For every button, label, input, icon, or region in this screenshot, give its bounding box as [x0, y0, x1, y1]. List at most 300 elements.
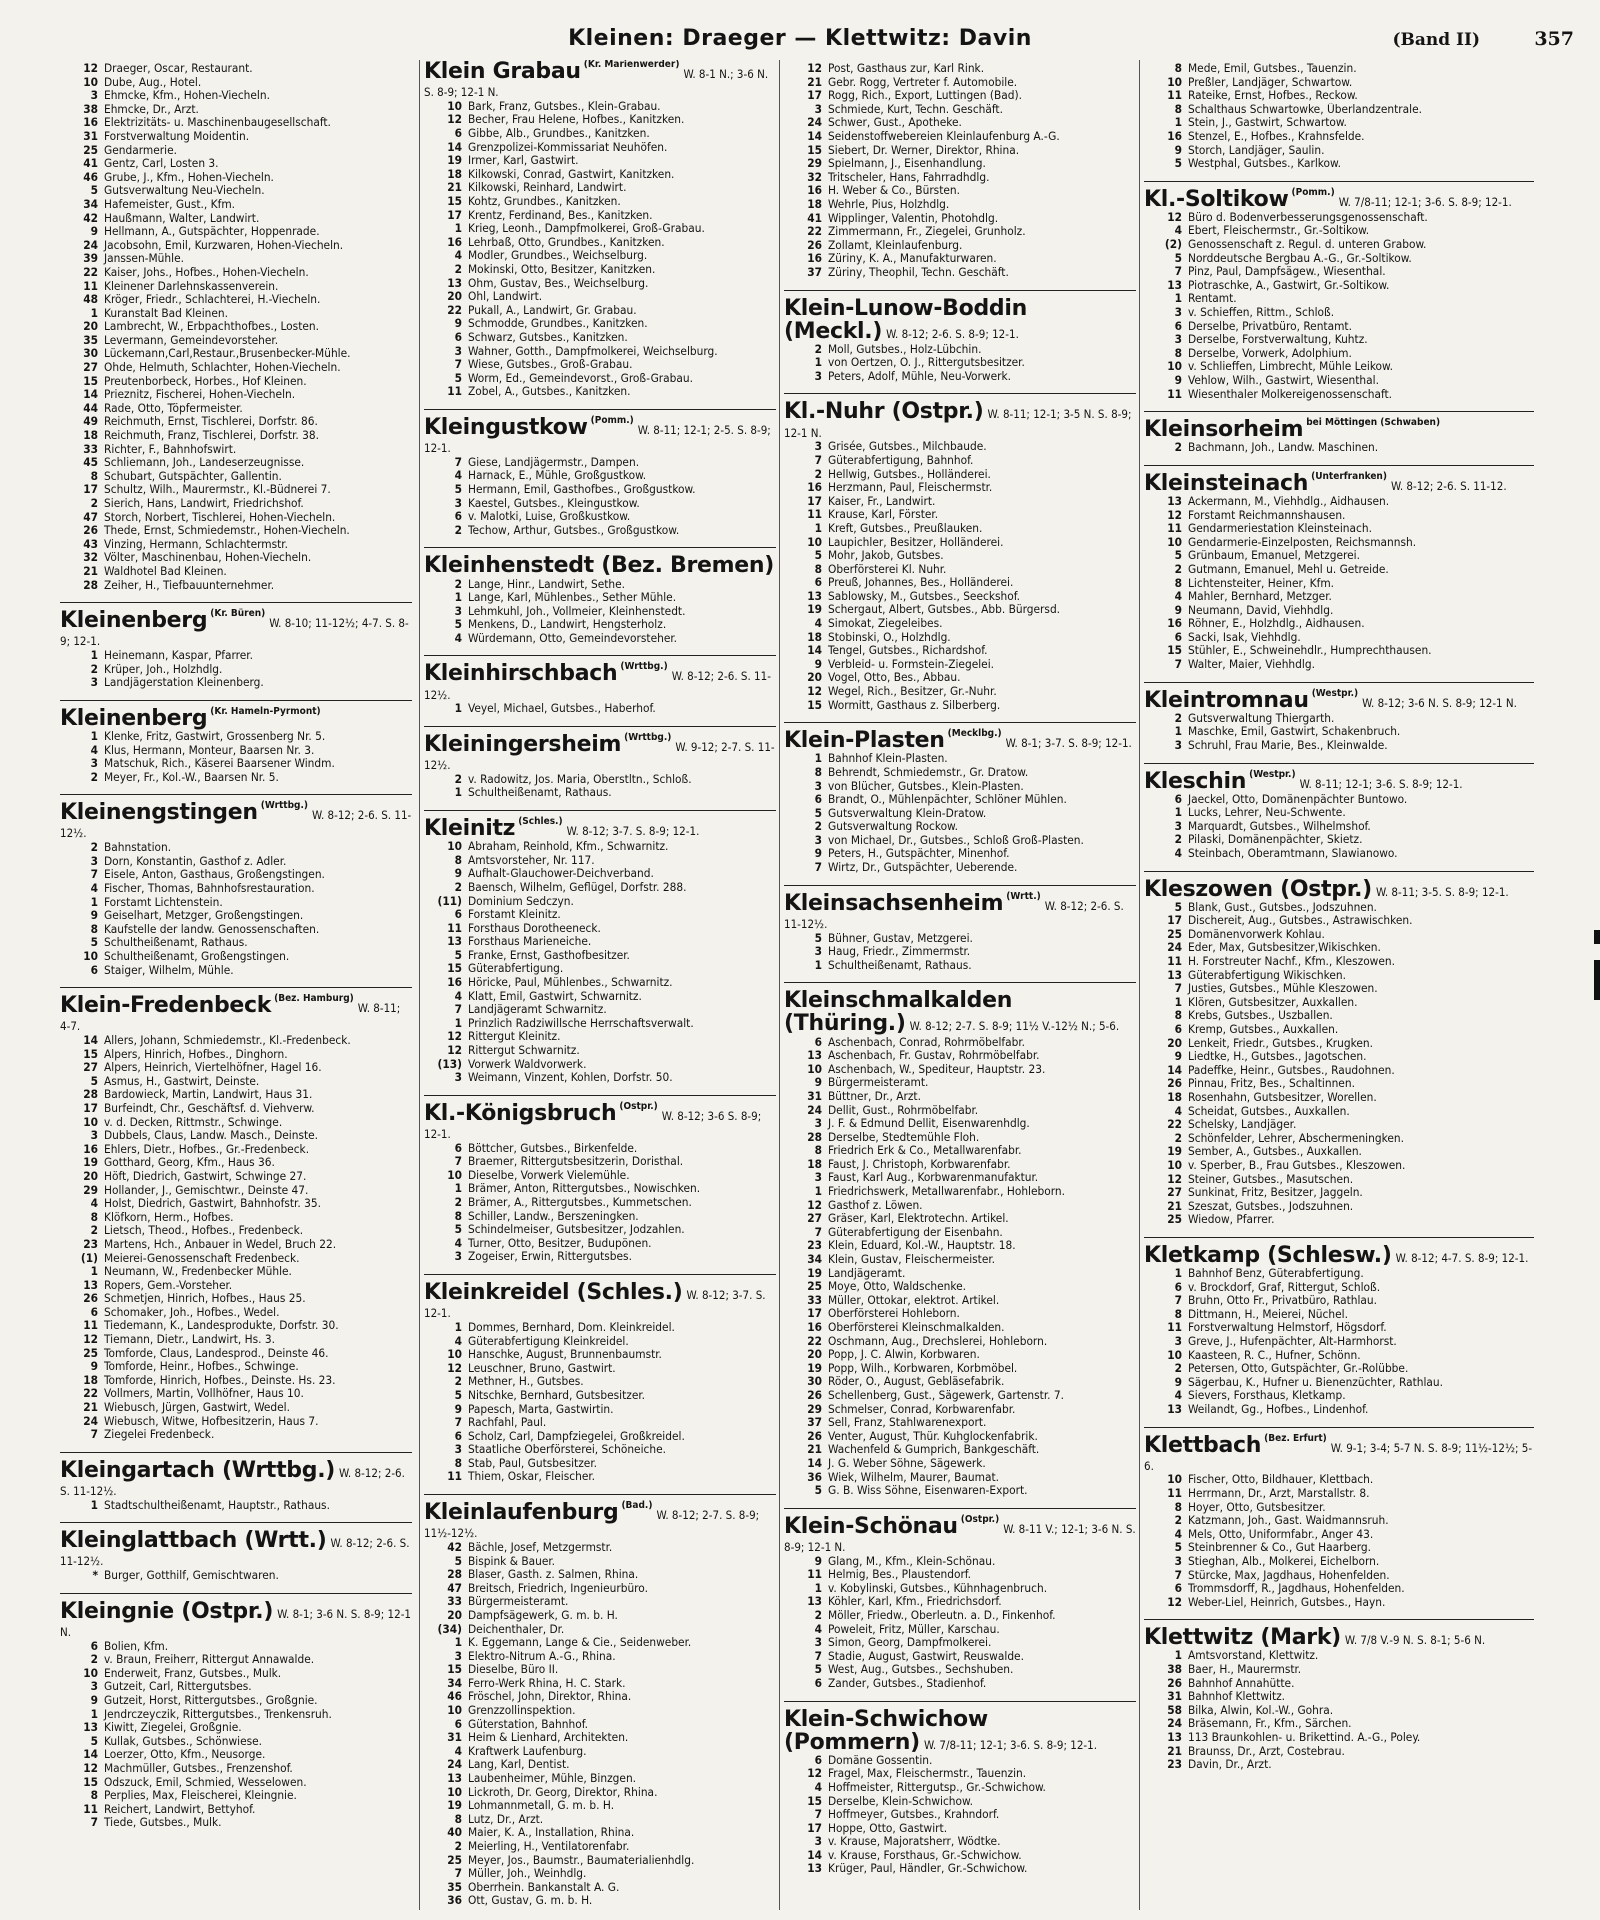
subscriber-entry [1144, 1077, 1534, 1091]
phone-number: 28 [447, 1568, 462, 1582]
subscriber-name: Maschke, Emil, Gastwirt, Schakenbruch. [1188, 725, 1401, 739]
subscriber-name: Lichtensteiter, Heiner, Kfm. [1188, 576, 1335, 590]
phone-number: 12 [83, 1762, 98, 1776]
place-heading [1144, 770, 1534, 793]
subscriber-name: Giese, Landjägermstr., Dampen. [468, 455, 640, 469]
subscriber-entry [60, 103, 412, 117]
phone-number: 5 [814, 549, 822, 563]
subscriber-name: Blaser, Gasth. z. Salmen, Rhina. [468, 1568, 639, 1582]
phone-number: 3 [1174, 1555, 1182, 1569]
subscriber-name: Sunkinat, Fritz, Besitzer, Jaggeln. [1188, 1186, 1363, 1200]
subscriber-name: Derselbe, Stedtemühle Floh. [828, 1130, 980, 1144]
subscriber-name: Scholz, Carl, Dampfziegelei, Großkreidel. [468, 1429, 685, 1443]
place-name: Kleinhirschbach [424, 661, 618, 687]
phone-number: 24 [447, 1758, 462, 1772]
subscriber-name: Rittergut Kleinitz. [468, 1030, 561, 1044]
subscriber-name: Petersen, Otto, Gutspächter, Gr.-Rolübbe. [1188, 1362, 1409, 1376]
subscriber-entry [1144, 577, 1534, 591]
subscriber-name: Domänenvorwerk Kohlau. [1188, 927, 1325, 941]
phone-number: 2 [454, 772, 462, 786]
subscriber-name: Alpers, Hinrich, Hofbes., Dinghorn. [104, 1047, 288, 1061]
subscriber-name: von Michael, Dr., Gutsbes., Schloß Groß-Plasten. [828, 833, 1084, 847]
subscriber-name: Hollander, J., Gemischtwr., Deinste 47. [104, 1183, 309, 1197]
office-hours: W. 8-12; 2-6. S. 11-12. [1390, 478, 1507, 493]
subscriber-entry [424, 1335, 776, 1349]
subscriber-name: Hoffmeyer, Gutsbes., Krahndorf. [828, 1808, 1000, 1822]
phone-number: 17 [807, 1821, 822, 1835]
subscriber-name: Gräser, Karl, Elektrotechn. Artikel. [828, 1212, 1009, 1226]
subscriber-entry [60, 293, 412, 307]
subscriber-entry [1144, 658, 1534, 672]
subscriber-entry [1144, 388, 1534, 402]
subscriber-name: v. Braun, Freiherr, Rittergut Annawalde. [104, 1653, 315, 1667]
subscriber-entry [1144, 495, 1534, 509]
subscriber-entry [784, 549, 1136, 563]
subscriber-entry [784, 130, 1136, 144]
subscriber-entry [424, 141, 776, 155]
phone-number: 18 [807, 197, 822, 211]
subscriber-name: Jendrczeyczik, Rittergutsbes., Trenkensruh. [104, 1707, 332, 1721]
phone-number: 9 [814, 1554, 822, 1568]
subscriber-name: Dubbels, Claus, Landw. Masch., Deinste. [104, 1129, 319, 1143]
subscriber-name: Fischer, Otto, Bildhauer, Klettbach. [1188, 1473, 1374, 1487]
subscriber-entry [60, 923, 412, 937]
subscriber-name: Vogel, Otto, Bes., Abbau. [828, 671, 961, 685]
phone-number: 2 [1174, 833, 1182, 847]
place-listing [60, 1600, 412, 1830]
subscriber-name: Rosenhahn, Gutsbesitzer, Worellen. [1188, 1091, 1377, 1104]
subscriber-name: Martens, Hch., Anbauer in Wedel, Bruch 22. [104, 1237, 337, 1251]
subscriber-name: Ohde, Helmuth, Schlachter, Hohen-Viecheln. [104, 361, 341, 375]
subscriber-entry [424, 1182, 776, 1196]
subscriber-name: v. Schieffen, Rittm., Schloß. [1188, 306, 1335, 319]
subscriber-name: Ohm, Gustav, Bes., Weichselburg. [468, 276, 649, 290]
subscriber-name: Elektrizitäts- u. Maschinenbaugesellschaft. [104, 116, 331, 130]
subscriber-name: Simokat, Ziegeleibes. [828, 617, 943, 631]
subscriber-entry [784, 1663, 1136, 1677]
subscriber-entry [784, 1457, 1136, 1471]
subscriber-name: Aufhalt-Glauchower-Deichverband. [468, 867, 654, 881]
phone-number: 2 [454, 523, 462, 537]
office-hours: W. 9-12; 2-7. S. 11-12½. [424, 739, 775, 773]
subscriber-name: Schultheißenamt, Rathaus. [104, 936, 248, 950]
subscriber-name: Fragel, Max, Fleischermstr., Tauenzin. [828, 1767, 1027, 1781]
phone-number: 22 [807, 1334, 822, 1348]
phone-number: 8 [1174, 1500, 1182, 1514]
subscriber-entry [424, 290, 776, 304]
subscriber-entry [60, 225, 412, 239]
subscriber-name: J. G. Weber Söhne, Sägewerk. [828, 1456, 986, 1470]
subscriber-entry [1144, 1335, 1534, 1349]
phone-number: 13 [1167, 968, 1182, 982]
section-rule [424, 655, 776, 656]
phone-number: 20 [447, 290, 462, 304]
section-rule [424, 726, 776, 727]
phone-number: 2 [90, 497, 98, 510]
subscriber-entry [60, 76, 412, 90]
phone-number: 16 [1167, 617, 1182, 631]
subscriber-name: Piotraschke, A., Gastwirt, Gr.-Soltikow. [1188, 278, 1390, 292]
subscriber-entry [784, 1389, 1136, 1403]
phone-number: 2 [1174, 1131, 1182, 1145]
subscriber-name: Alpers, Heinrich, Viertelhöfner, Hagel 16. [104, 1061, 322, 1075]
subscriber-entry [1144, 901, 1534, 915]
phone-number: 21 [447, 181, 462, 195]
place-listing [60, 609, 412, 690]
subscriber-entry [424, 1840, 776, 1854]
subscriber-entry [784, 1226, 1136, 1240]
subscriber-entry [784, 1650, 1136, 1664]
place-listing [1144, 1244, 1534, 1417]
phone-number: 30 [83, 347, 98, 361]
subscriber-entry [424, 1044, 776, 1058]
subscriber-name: Forstamt Kleinitz. [468, 908, 561, 922]
subscriber-name: Wiedow, Pfarrer. [1188, 1213, 1275, 1227]
subscriber-entry [1144, 1596, 1534, 1610]
place-district: (Bez. Hamburg) [274, 993, 354, 1005]
subscriber-name: Wiek, Wilhelm, Maurer, Baumat. [828, 1470, 1000, 1484]
subscriber-entry [1144, 1118, 1534, 1132]
subscriber-entry [424, 618, 776, 632]
phone-number: 4 [90, 881, 98, 895]
subscriber-name: Jacobsohn, Emil, Kurzwaren, Hohen-Viecheln. [104, 238, 344, 252]
office-hours: W. 8-11; 12-1; 3-6. S. 8-9; 12-1. [1299, 776, 1463, 791]
subscriber-entry [1144, 238, 1534, 252]
subscriber-entry [424, 1718, 776, 1732]
subscriber-name: Lucks, Lehrer, Neu-Schwente. [1188, 806, 1346, 820]
phone-number: 3 [454, 1250, 462, 1264]
phone-number: 1 [90, 649, 98, 663]
subscriber-entry [784, 1849, 1136, 1863]
subscriber-entry [1144, 820, 1534, 834]
subscriber-entry [784, 343, 1136, 357]
phone-number: 7 [454, 1155, 462, 1169]
subscriber-entry [784, 62, 1136, 76]
subscriber-entry [60, 1428, 412, 1442]
subscriber-name: Bardowieck, Martin, Landwirt, Haus 31. [104, 1088, 313, 1102]
subscriber-name: Schwarz, Gutsbes., Kanitzken. [468, 330, 628, 344]
subscriber-name: Wegel, Rich., Besitzer, Gr.-Nuhr. [828, 685, 997, 699]
subscriber-entry [784, 932, 1136, 946]
subscriber-entry [424, 1003, 776, 1017]
subscriber-name: Dieselbe, Büro II. [468, 1663, 559, 1677]
subscriber-name: Faust, J. Christoph, Korbwarenfabr. [828, 1157, 1011, 1171]
subscriber-name: Bispink & Bauer. [468, 1554, 556, 1568]
subscriber-name: Aschenbach, Conrad, Rohrmöbelfabr. [828, 1035, 1026, 1049]
subscriber-entry [784, 157, 1136, 171]
place-heading [60, 1529, 412, 1569]
place-district: bei Möttingen (Schwaben) [1306, 417, 1441, 429]
subscriber-name: Schmetjen, Hinrich, Hofbes., Haus 25. [104, 1292, 306, 1306]
subscriber-entry [784, 89, 1136, 103]
subscriber-name: Glang, M., Kfm., Klein-Schönau. [828, 1554, 996, 1568]
subscriber-name: Wipplinger, Valentin, Photohdlg. [828, 211, 999, 225]
phone-number: 41 [83, 157, 98, 171]
subscriber-name: Tiedemann, K., Landesprodukte, Dorfstr. 30. [104, 1319, 339, 1333]
subscriber-entry [60, 1499, 412, 1513]
subscriber-entry [60, 936, 412, 950]
subscriber-entry [1144, 1037, 1534, 1051]
place-name: Kleingnie (Ostpr.) [60, 1598, 274, 1624]
subscriber-entry [424, 1541, 776, 1555]
phone-number: 31 [807, 1089, 822, 1103]
subscriber-entry [60, 239, 412, 253]
subscriber-name: Stieghan, Alb., Molkerei, Eichelborn. [1188, 1555, 1380, 1569]
phone-number: 13 [1167, 494, 1182, 508]
subscriber-name: Tritscheler, Hans, Fahrradhdlg. [828, 170, 990, 184]
subscriber-entry [60, 429, 412, 443]
subscriber-name: Schmodde, Grundbes., Kanitzken. [468, 317, 648, 331]
subscriber-entry [424, 1403, 776, 1417]
subscriber-name: Wiebusch, Witwe, Hofbesitzerin, Haus 7. [104, 1414, 319, 1428]
subscriber-entry [1144, 1501, 1534, 1515]
phone-number: 40 [447, 1826, 462, 1840]
subscriber-entry [424, 1169, 776, 1183]
phone-number: 29 [807, 1402, 822, 1416]
phone-number: 8 [1174, 576, 1182, 590]
subscriber-name: Kremp, Gutsbes., Auxkallen. [1188, 1023, 1339, 1037]
subscriber-entry [60, 1156, 412, 1170]
subscriber-name: Meyer, Fr., Kol.-W., Baarsen Nr. 5. [104, 770, 279, 784]
subscriber-entry [784, 766, 1136, 780]
phone-number: 6 [1174, 1023, 1182, 1037]
subscriber-entry [60, 1292, 412, 1306]
subscriber-name: Asmus, H., Gastwirt, Deinste. [104, 1074, 260, 1088]
phone-number: 8 [814, 562, 822, 576]
subscriber-entry [1144, 1677, 1534, 1691]
subscriber-name: Sember, A., Gutsbes., Auxkallen. [1188, 1145, 1362, 1159]
subscriber-entry [784, 1171, 1136, 1185]
subscriber-entry [60, 252, 412, 266]
phone-number: 45 [83, 456, 98, 470]
place-listing [1144, 878, 1534, 1227]
subscriber-entry [424, 1058, 776, 1072]
phone-number: 18 [447, 167, 462, 181]
subscriber-entry [1144, 1745, 1534, 1759]
subscriber-entry [424, 1071, 776, 1085]
subscriber-name: Preuß, Johannes, Bes., Holländerei. [828, 576, 1014, 590]
subscriber-name: Steinbach, Oberamtmann, Slawianowo. [1188, 847, 1398, 860]
place-heading [784, 1515, 1136, 1555]
phone-number: 25 [83, 143, 98, 157]
subscriber-name: Wachenfeld & Gumprich, Bankgeschäft. [828, 1443, 1040, 1457]
subscriber-name: Lutz, Dr., Arzt. [468, 1812, 544, 1826]
phone-number: 7 [814, 453, 822, 467]
phone-number: 5 [454, 1554, 462, 1568]
subscriber-name: Tomforde, Heinr., Hofbes., Schwinge. [104, 1360, 299, 1374]
section-rule [424, 1095, 776, 1096]
place-heading [424, 662, 776, 702]
subscriber-entry [784, 225, 1136, 239]
subscriber-name: Walter, Maier, Viehhdlg. [1188, 658, 1315, 672]
phone-number: 10 [1167, 360, 1182, 374]
subscriber-entry [784, 1253, 1136, 1267]
subscriber-name: v. Kobylinski, Gutsbes., Kühnhagenbruch. [828, 1581, 1048, 1595]
subscriber-name: Stenzel, E., Hofbes., Krahnsfelde. [1188, 129, 1365, 143]
subscriber-entry [784, 590, 1136, 604]
phone-number: 10 [1167, 535, 1182, 549]
continued-listing [1144, 62, 1534, 171]
phone-number: 11 [807, 1568, 822, 1582]
phone-number: 19 [807, 603, 822, 617]
phone-number: 15 [447, 1663, 462, 1677]
phone-number: 37 [807, 265, 822, 279]
subscriber-name: Papesch, Marta, Gastwirtin. [468, 1402, 614, 1416]
subscriber-name: Rateike, Ernst, Hofbes., Reckow. [1188, 89, 1358, 103]
phone-number: 14 [807, 1456, 822, 1470]
phone-number: 24 [807, 1103, 822, 1117]
phone-number: 2 [454, 1196, 462, 1210]
phone-number: 17 [807, 89, 822, 103]
phone-number: 36 [447, 1894, 462, 1908]
subscriber-entry [60, 198, 412, 212]
phone-number: 2 [1174, 1514, 1182, 1528]
subscriber-entry [60, 1640, 412, 1654]
office-hours: W. 8-12; 2-6. S. 11-12½. [60, 808, 412, 841]
place-name: Kleinsachsenheim [784, 890, 1004, 916]
phone-number: 6 [1174, 630, 1182, 644]
place-district: (Bad.) [621, 1500, 653, 1512]
subscriber-name: Kiwitt, Ziegelei, Großgnie. [104, 1721, 242, 1735]
subscriber-entry [424, 935, 776, 949]
place-district: (Mecklbg.) [947, 728, 1002, 740]
phone-number: 16 [447, 976, 462, 990]
subscriber-entry [424, 497, 776, 511]
subscriber-name: Gendarmeriestation Kleinsteinach. [1188, 522, 1372, 536]
subscriber-name: Landjägeramt Schwarnitz. [468, 1003, 607, 1017]
phone-number: 23 [807, 1239, 822, 1253]
phone-number: 25 [447, 1853, 462, 1867]
phone-number: 12 [807, 1767, 822, 1781]
place-name: Kleinsteinach [1144, 470, 1309, 496]
subscriber-name: Weber-Liel, Heinrich, Gutsbes., Hayn. [1188, 1595, 1386, 1609]
subscriber-name: Züriny, Theophil, Techn. Geschäft. [828, 265, 1009, 279]
phone-number: 48 [83, 293, 98, 307]
subscriber-name: Post, Gasthaus zur, Karl Rink. [828, 62, 985, 75]
subscriber-entry [1144, 1159, 1534, 1173]
phone-number: 2 [90, 662, 98, 676]
phone-number: 17 [83, 1101, 98, 1115]
subscriber-entry [60, 402, 412, 416]
section-rule [1144, 763, 1534, 764]
office-hours: W. 8-11; 4-7. [60, 1001, 401, 1034]
subscriber-entry [424, 773, 776, 787]
phone-number: 14 [83, 1034, 98, 1048]
phone-number: 15 [447, 962, 462, 976]
subscriber-name: Steinbrenner & Co., Gut Haarberg. [1188, 1541, 1372, 1555]
subscriber-name: Dommes, Bernhard, Dom. Kleinkreidel. [468, 1320, 675, 1334]
subscriber-name: Rade, Otto, Töpfermeister. [104, 401, 243, 415]
subscriber-entry [784, 1307, 1136, 1321]
subscriber-entry [60, 375, 412, 389]
subscriber-entry [1144, 522, 1534, 536]
subscriber-entry [60, 1776, 412, 1790]
subscriber-entry [1144, 833, 1534, 847]
subscriber-entry [784, 563, 1136, 577]
subscriber-entry [784, 266, 1136, 280]
phone-number: 33 [83, 442, 98, 456]
phone-number: 9 [454, 317, 462, 331]
subscriber-entry [1144, 116, 1534, 130]
subscriber-entry [60, 171, 412, 185]
subscriber-name: Kraftwerk Laufenburg. [468, 1744, 587, 1758]
phone-number: 5 [1174, 900, 1182, 914]
subscriber-entry [60, 320, 412, 334]
subscriber-entry [60, 1034, 412, 1048]
phone-number: 2 [1174, 562, 1182, 576]
phone-number: 6 [454, 908, 462, 922]
subscriber-name: v. Brockdorf, Graf, Rittergut, Schloß. [1188, 1280, 1381, 1294]
subscriber-name: Klatt, Emil, Gastwirt, Schwarnitz. [468, 989, 642, 1003]
phone-number: 13 [1167, 278, 1182, 292]
subscriber-entry [424, 469, 776, 483]
subscriber-entry [1144, 224, 1534, 238]
phone-number: 8 [454, 1456, 462, 1470]
subscriber-entry [784, 1131, 1136, 1145]
subscriber-name: Dellit, Gust., Rohrmöbelfabr. [828, 1103, 979, 1117]
subscriber-entry [784, 685, 1136, 699]
subscriber-entry [424, 1894, 776, 1908]
phone-number: 33 [807, 1293, 822, 1307]
subscriber-name: Büro d. Bodenverbesserungsgenossenschaft. [1188, 210, 1428, 224]
subscriber-entry [1144, 374, 1534, 388]
subscriber-name: Tomforde, Hinrich, Hofbes., Deinste. Hs. 23. [104, 1373, 336, 1387]
phone-number: 10 [447, 1785, 462, 1799]
subscriber-entry [784, 212, 1136, 226]
subscriber-entry [1144, 1349, 1534, 1363]
place-name: Kletkamp (Schlesw.) [1144, 1242, 1392, 1268]
subscriber-entry [60, 1680, 412, 1694]
subscriber-entry [60, 1401, 412, 1415]
subscriber-name: Ohl, Landwirt. [468, 290, 543, 304]
phone-number: 5 [1174, 549, 1182, 563]
place-name: Klein-Plasten [784, 728, 945, 754]
phone-number: 1 [1174, 1649, 1182, 1663]
phone-number: 4 [454, 1236, 462, 1250]
subscriber-entry [1144, 1473, 1534, 1487]
section-rule [424, 1494, 776, 1495]
subscriber-name: Justies, Gutsbes., Mühle Kleszowen. [1188, 982, 1378, 996]
subscriber-entry [784, 1808, 1136, 1822]
phone-number: 27 [807, 1212, 822, 1226]
subscriber-name: West, Aug., Gutsbes., Sechshuben. [828, 1663, 1014, 1677]
subscriber-name: Stobinski, O., Holzhdlg. [828, 630, 951, 644]
subscriber-entry [424, 1375, 776, 1389]
place-name: Klein Grabau [424, 60, 581, 84]
subscriber-entry [60, 144, 412, 158]
phone-number: 42 [83, 211, 98, 225]
subscriber-name: Trommsdorff, R., Jagdhaus, Hohenfelden. [1188, 1582, 1405, 1596]
subscriber-name: Schultz, Wilh., Maurermstr., Kl.-Büdnerei 7. [104, 483, 331, 497]
subscriber-name: Lange, Hinr., Landwirt, Sethe. [468, 577, 626, 591]
subscriber-entry [1144, 982, 1534, 996]
subscriber-name: Meierei-Genossenschaft Fredenbeck. [104, 1251, 300, 1265]
phone-number: 17 [807, 494, 822, 508]
phone-number: 5 [90, 1734, 98, 1748]
phone-number: 1 [814, 521, 822, 535]
subscriber-entry [424, 908, 776, 922]
subscriber-name: Wirtz, Dr., Gutspächter, Ueberende. [828, 861, 1018, 875]
subscriber-entry [784, 1416, 1136, 1430]
subscriber-entry [424, 222, 776, 236]
subscriber-name: Draeger, Oscar, Restaurant. [104, 62, 253, 75]
place-name: Kleinkreidel (Schles.) [424, 1280, 683, 1306]
phone-number: 4 [454, 989, 462, 1003]
subscriber-entry [424, 1017, 776, 1031]
subscriber-name: Oberförsterei Hohleborn. [828, 1307, 960, 1321]
subscriber-entry [784, 1063, 1136, 1077]
subscriber-entry [424, 1470, 776, 1484]
